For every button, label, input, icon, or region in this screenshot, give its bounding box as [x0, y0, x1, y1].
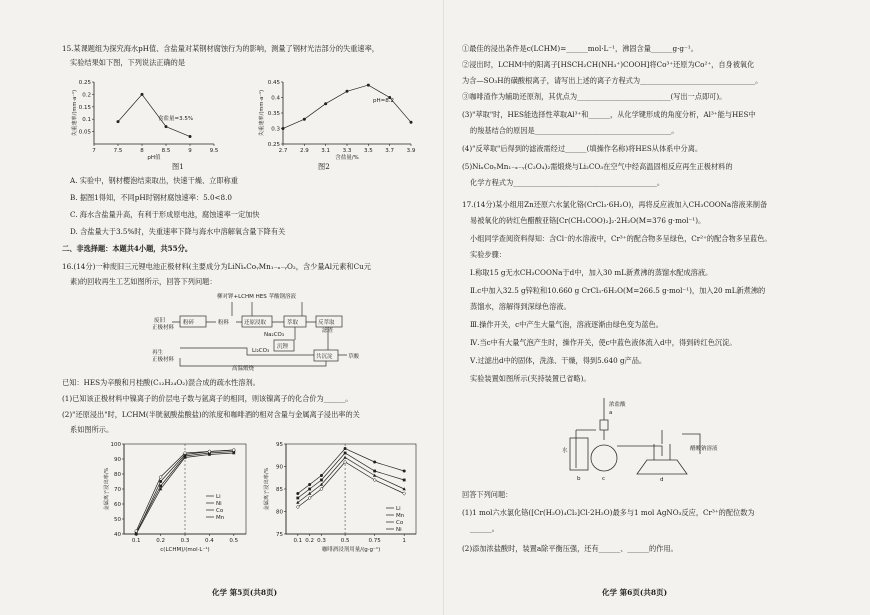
- y-tick-label: 85: [276, 487, 283, 493]
- x-axis-label: 含盐量/%: [335, 155, 359, 160]
- label-naoac: 醋酸钠溶液: [690, 446, 718, 452]
- y-tick-label: 0.15: [78, 104, 91, 111]
- legend-label: Ni: [396, 527, 402, 533]
- flow-filter: 滤渣: [322, 328, 334, 334]
- data-point: [343, 456, 346, 459]
- y-tick-label: 60: [114, 502, 121, 508]
- data-point: [159, 480, 162, 483]
- q17-question-1a: (1)1 mol六水氯化铬([Cr(H₂O)₄Cl₂]Cl·2H₂O)最多与1 mol AgNO₃反应，Cr³⁺的配位数为: [462, 508, 755, 517]
- data-point: [373, 461, 376, 464]
- series-line: [298, 462, 404, 507]
- x-tick-label: 0.75: [368, 538, 381, 544]
- y-tick-label: 75: [276, 532, 283, 538]
- x-tick-label: 0.4: [205, 538, 214, 544]
- q16-line-8: (5)NiₓCoᵧMn₁₋ₓ₋ᵧ(C₂O₄)₂需煅烧与Li₂CO₃在空气中经高温固相反应再生正极材料的: [462, 162, 733, 171]
- flow-leach-text: 还原浸取: [244, 320, 267, 326]
- x-tick-label: 9.5: [209, 148, 219, 154]
- y-tick-label: 0.25: [267, 142, 280, 148]
- data-point: [308, 483, 311, 486]
- x-tick-label: 3.3: [342, 148, 352, 154]
- q16-known: 已知：HES为辛酸和月桂酸(C₁₂H₂₄O₂)混合成的疏水性溶剂。: [62, 378, 260, 387]
- series-line: [298, 453, 404, 498]
- y-tick-label: 0.35: [267, 111, 280, 117]
- x-tick-label: 0.5: [229, 538, 239, 544]
- section-2-heading: 二、非选择题：本题共4小题，共55分。: [62, 244, 193, 253]
- x-tick-label: 2.9: [299, 148, 309, 154]
- q17-line-1: 17.(14分)某小组用Zn还原六水氯化铬(CrCl₃·6H₂O)，再将反应液加入CH₃COONa溶液来制备: [462, 200, 768, 209]
- q16-sub-1: (1)已知该正极材料中镍离子的价层电子数与氩离子的相同，则该镍离子的化合价为______。: [62, 394, 353, 403]
- y-tick-label: 50: [114, 517, 121, 523]
- x-tick-label: 9: [188, 148, 192, 154]
- left-page: [62, 0, 434, 615]
- flow-copre-text: 共沉淀: [316, 354, 333, 360]
- y-axis-label: 失重速率/(mm·a⁻¹): [259, 89, 265, 137]
- x-axis-label: pH值: [147, 155, 161, 160]
- q17-step-2a: Ⅱ.c中加入32.5 g锌粒和10.660 g CrCl₃·6H₂O(M=266.5 g·mol⁻¹)，加入20 mL新煮沸的: [470, 286, 766, 295]
- label-d: d: [660, 477, 664, 482]
- leach-rate-vs-coffee-chart: [262, 440, 422, 552]
- x-tick-label: 8.5: [161, 148, 171, 154]
- flow-precip-text: 沉锂: [277, 344, 289, 350]
- tube-b: [576, 430, 596, 468]
- x-tick-label: 7.5: [113, 148, 123, 154]
- flow-back-extract-text: 反萃取: [318, 320, 335, 326]
- q17-line-3: 小组同学查阅资料得知：含Cl⁻的水溶液中，Cr³⁺的配合物多呈绿色，Cr²⁺的配合物多呈蓝色。: [470, 234, 772, 243]
- x-tick-label: 0.5: [340, 538, 350, 544]
- x-tick-label: 0.1: [293, 538, 303, 544]
- q17-question-2: (2)添加浓盐酸时，装置a除平衡压强，还有______、______的作用。: [462, 544, 678, 553]
- q16-sub-2a: (2)"还原浸出"时，LCHM(半胱氨酸盐酸盐)的浓度和咖啡酒的相对含量与金属离子浸出率的关: [62, 410, 360, 419]
- flask-c: [591, 445, 617, 471]
- q17-line-4: 实验步骤：: [470, 250, 506, 259]
- y-tick-label: 90: [114, 457, 121, 463]
- axes: [94, 82, 214, 144]
- x-tick-label: 1: [402, 538, 406, 544]
- data-point: [189, 135, 192, 138]
- x-tick-label: 0.3: [317, 538, 326, 544]
- flow-sinter-text: 高温煅烧: [232, 366, 255, 372]
- right-footer: 化学 第6页(共8页): [602, 588, 668, 597]
- figure-2-caption: 图2: [318, 162, 330, 171]
- x-tick-label: 0.2: [305, 538, 315, 544]
- label-c: c: [602, 476, 606, 482]
- y-tick-label: 80: [114, 472, 121, 478]
- series-line: [298, 458, 404, 503]
- data-point: [159, 485, 162, 488]
- q17-step-4: Ⅳ.当c中有大量气泡产生时，操作开关，使c中蓝色液体流入d中，得到砖红色沉淀。: [470, 338, 737, 347]
- data-point: [282, 127, 285, 130]
- x-tick-label: 0.1: [131, 538, 141, 544]
- q16-line-1: ①最佳的浸出条件是c(LCHM)=______mol·L⁻¹，沸固含量______g·g⁻¹。: [462, 44, 698, 53]
- y-tick-label: 0.05: [78, 129, 91, 136]
- q17-line-2: 易被氧化的砖红色醋酸亚铬[Cr(CH₃COO)₂]₂·2H₂O(M=376 g·mol⁻¹)。: [470, 216, 706, 225]
- legend-label: Mn: [216, 515, 225, 521]
- data-point: [296, 492, 299, 495]
- x-tick-label: 2.7: [278, 148, 288, 154]
- q15-option-d: D. 含盐量大于3.5%时，失重速率下降与海水中溶解氧含量下降有关: [70, 227, 286, 236]
- funnel-a: [600, 398, 608, 440]
- x-tick-label: 3.9: [406, 148, 416, 154]
- q15-option-c: C. 海水含盐量升高，有利于形成原电池，腐蚀速率一定加快: [70, 210, 260, 219]
- flow-waste-label: 废旧: [154, 318, 166, 324]
- flow-alkali: 草酸: [348, 354, 360, 360]
- data-point: [141, 93, 144, 96]
- flow-carbonate: Na₂CO₃: [264, 332, 285, 338]
- q16-line-6: 的羧基结合的原因是______________________________________。: [470, 126, 679, 135]
- y-tick-label: 40: [114, 532, 121, 538]
- flask-d: [637, 460, 687, 474]
- y-tick-label: 0.3: [271, 126, 280, 133]
- flow-waste-label-2: 正极材料: [152, 325, 175, 331]
- data-point: [403, 479, 406, 482]
- x-axis-label: 咖啡酒浸剂用量/(g·g⁻¹): [321, 547, 381, 552]
- data-point: [367, 84, 370, 87]
- q16-stem-2: 素)的回收再生工艺如图所示，回答下列问题：: [70, 277, 217, 286]
- figure-2-chart: [257, 76, 417, 160]
- legend-label: Mn: [396, 513, 405, 519]
- q16-line-2: ②浸出时，LCHM中的阳离子[HSCH₂CH(NH₃⁺)COOH]将Co³⁺还原为Co²⁺，自身被氧化: [462, 60, 755, 69]
- figure-1-chart: [70, 76, 220, 160]
- x-tick-label: 0.3: [180, 538, 190, 544]
- flow-li-product-text: Li₂CO₃: [252, 348, 270, 354]
- q16-sub-2b: 系如图所示。: [70, 425, 114, 434]
- tube-cd: [617, 446, 662, 456]
- q17-questions-intro: 回答下列问题：: [462, 490, 513, 499]
- legend-label: Co: [396, 520, 404, 526]
- q17-step-1: Ⅰ.称取15 g无水CH₃COONa于d中，加入30 mL新煮沸的蒸馏水配成溶液。: [470, 268, 713, 277]
- flow-powder-text: 粉料: [218, 320, 230, 326]
- legend-label: Li: [396, 506, 401, 512]
- leach-rate-vs-lchm-chart: [102, 440, 252, 552]
- y-tick-label: 0.2: [82, 92, 91, 99]
- figure-1-caption: 图1: [172, 162, 184, 171]
- legend-label: Li: [216, 494, 221, 500]
- data-point: [403, 470, 406, 473]
- data-point: [303, 118, 306, 121]
- q16-line-4: ③咖啡渣作为辅助还原剂，其优点为__________________________(写出一点即可)。: [462, 92, 727, 101]
- y-tick-label: 100: [110, 442, 121, 448]
- y-axis-label: 失重速率/(mm·a⁻¹): [72, 89, 78, 137]
- chart-note: pH=8.2: [373, 98, 394, 104]
- data-point: [346, 90, 349, 93]
- label-water: 水: [562, 448, 568, 454]
- flow-crush-text: 粉碎: [183, 320, 195, 326]
- y-tick-label: 95: [276, 442, 283, 448]
- data-point: [373, 474, 376, 477]
- data-point: [320, 479, 323, 482]
- data-point: [344, 447, 347, 450]
- q16-line-5: (3)"萃取"时，HES能选择性萃取Al³⁺和______，从化学键形成的角度分析，Al³⁺能与HES中: [462, 110, 756, 119]
- apparatus-diagram: [562, 390, 742, 482]
- flow-regen-label: 再生: [152, 350, 164, 356]
- beaker-b: [570, 438, 588, 470]
- flow-regen-label-2: 正极材料: [152, 357, 175, 363]
- label-a: a: [609, 410, 613, 416]
- data-point: [403, 492, 406, 496]
- q17-step-3: Ⅲ.操作开关，c中产生大量气泡，溶液逐渐由绿色变为蓝色。: [470, 320, 663, 329]
- q17-question-1b: ______。: [470, 524, 499, 533]
- x-tick-label: 7: [92, 148, 96, 154]
- series-line: [298, 449, 404, 494]
- q17-step-6: 实验装置如图所示(夹持装置已省略)。: [470, 374, 591, 383]
- y-tick-label: 70: [114, 487, 121, 493]
- q15-option-a: A. 实验中，钢材樱泡结束取出，快速干燥、立即称重: [70, 176, 238, 185]
- data-point: [373, 470, 376, 473]
- data-point: [296, 497, 299, 500]
- left-footer: 化学 第5页(共8页): [212, 588, 278, 597]
- x-tick-label: 8: [140, 148, 144, 154]
- chart-note: 含盐量=3.5%: [158, 116, 194, 122]
- q15-stem-1: 15.某课题组为探究海水pH值、含盐量对某钢材腐蚀行为的影响，测量了钢材光洁部分的失重速率，: [62, 44, 379, 53]
- data-point: [344, 452, 347, 455]
- data-point: [165, 125, 168, 128]
- q16-line-3: 为含—SO₃H的磺酸根离子，请写出上述的离子方程式为________________________________。: [462, 76, 763, 85]
- x-tick-label: 3.1: [321, 148, 331, 154]
- legend-label: Ni: [216, 501, 222, 507]
- flow-extract-text: 萃取: [287, 320, 299, 326]
- legend-label: Co: [216, 508, 224, 514]
- y-tick-label: 0.1: [82, 117, 91, 124]
- x-axis-label: c(LCHM)/(mol·L⁻¹): [160, 547, 210, 552]
- q16-line-7: (4)"反萃取"后得到的滤液需经过______(填操作名称)将HES从体系中分离。: [462, 144, 703, 153]
- data-point: [324, 102, 327, 105]
- q16-line-9: 化学方程式为________________________________________。: [470, 178, 665, 187]
- q17-step-5: Ⅴ.过滤出d中的固体，洗涤、干燥，得到5.640 g产品。: [470, 356, 647, 365]
- q17-step-2b: 蒸馏水，溶解得到深绿色溶液。: [470, 302, 571, 311]
- y-tick-label: 0.25: [78, 80, 91, 86]
- x-tick-label: 0.2: [156, 538, 165, 544]
- process-flow-diagram: [152, 292, 372, 372]
- data-point: [410, 121, 413, 124]
- data-point: [320, 474, 323, 477]
- q15-option-b: B. 据图1得知，不同pH时钢材腐蚀速率：5.0<8.0: [70, 193, 232, 202]
- x-tick-label: 3.7: [385, 148, 395, 154]
- data-point: [308, 488, 311, 491]
- flow-top-reagent: 柳对钾+LCHM HES 苹酸钢溶液: [217, 294, 296, 300]
- y-tick-label: 90: [276, 464, 283, 471]
- y-tick-label: 0.45: [267, 80, 280, 86]
- label-b: b: [577, 476, 581, 482]
- q15-stem-2: 实验结果如下图，下列说法正确的是: [70, 58, 186, 67]
- y-tick-label: 80: [276, 509, 283, 516]
- data-point: [117, 120, 120, 123]
- y-axis-label: 金属离子浸出率/%: [104, 467, 110, 511]
- page-fold: [443, 0, 444, 615]
- right-page: [462, 0, 822, 615]
- q16-stem-1: 16.(14分)一种废旧三元锂电池正极材料(主要成分为LiNiₓCoᵧMn₁₋ₓ₋ᵧO₂，含少量Al元素和Cu元: [62, 262, 371, 271]
- y-tick-label: 0.4: [271, 95, 280, 102]
- data-point: [373, 478, 376, 482]
- y-axis-label: 金属离子浸出率/%: [264, 467, 270, 511]
- label-conc-hcl: 浓盐酸: [609, 402, 626, 408]
- x-tick-label: 3.5: [363, 148, 373, 154]
